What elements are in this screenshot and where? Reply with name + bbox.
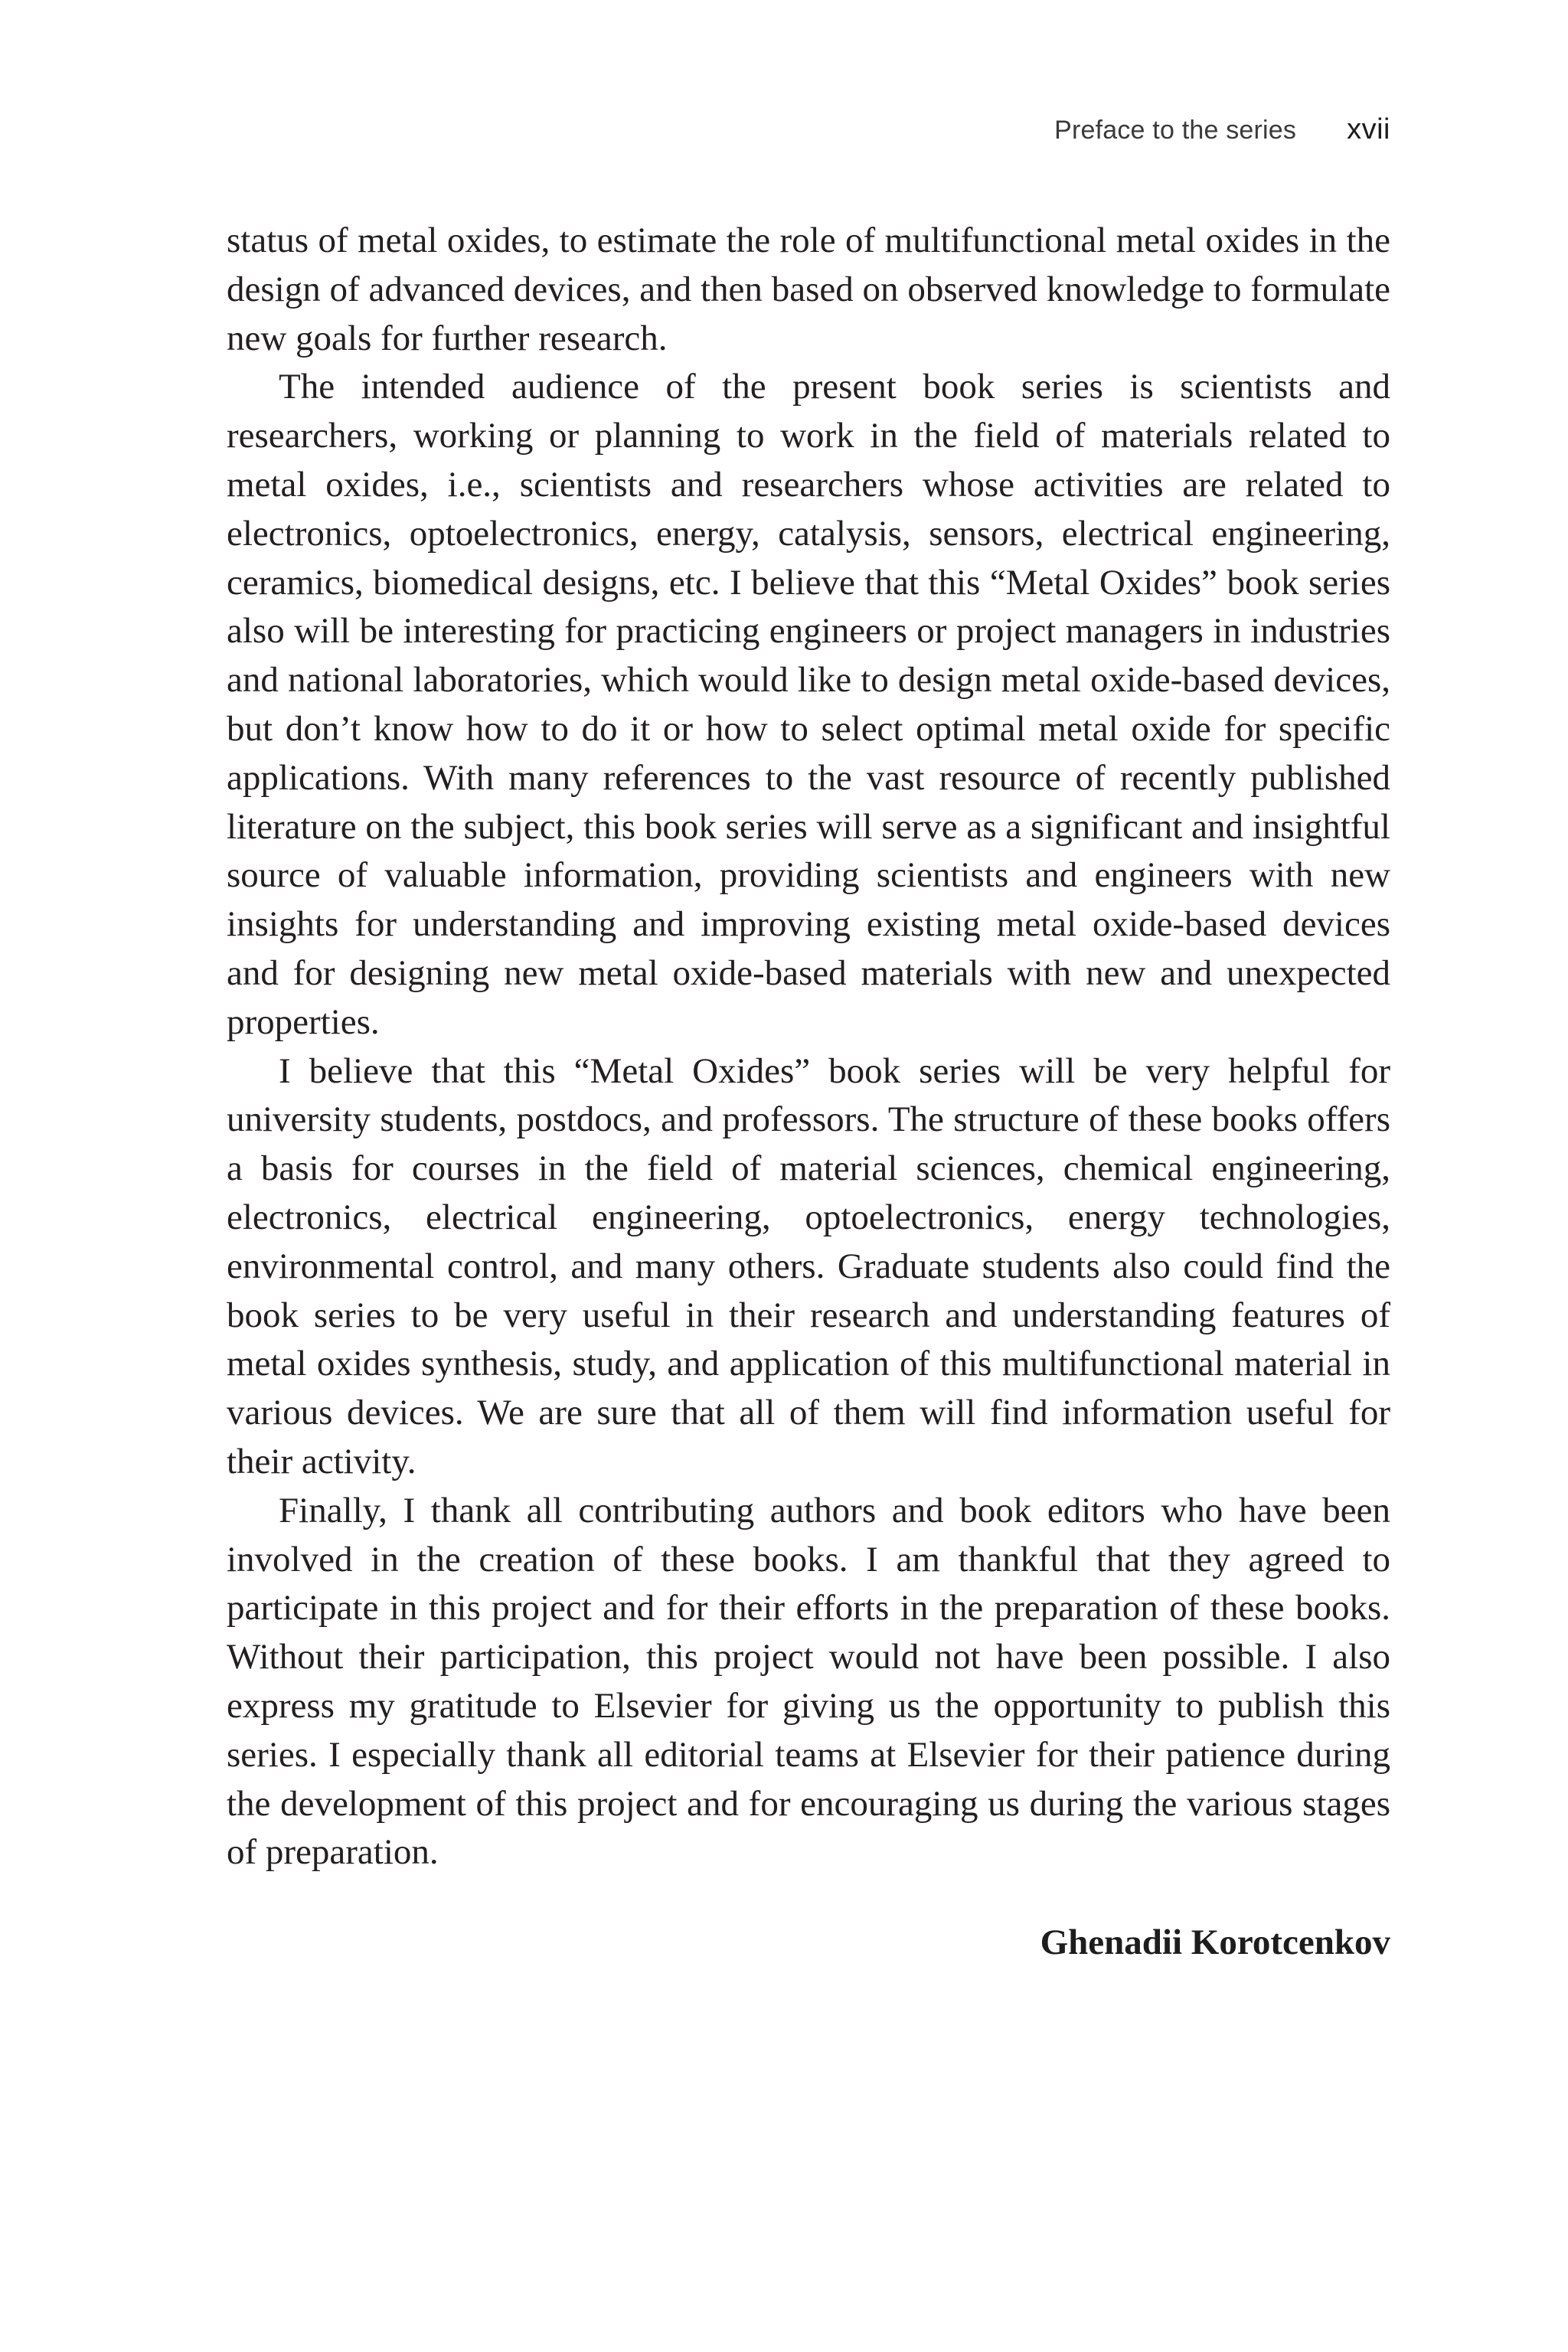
paragraph-continuation: status of metal oxides, to estimate the role of multifunctional metal oxides in the design of advanced devices, and then based on observed knowledge to formulate new goals for further research. [227,220,1390,358]
paragraph-students: I believe that this “Metal Oxides” book series will be very helpful for university students, postdocs, and professors. The structure of these books offers a basis for courses in the field of material sciences, chemical engineering, electronics, electrical engineering, optoelectronics, energy technologies, environmental control, and many others. Graduate students also could find the book series to be very useful in their research and understanding features of metal oxides synthesis, study, and application of this multifunctional material in various devices. We are sure that all of them will find information useful for their activity. [227,1050,1390,1481]
paragraph-acknowledgements: Finally, I thank all contributing authors and book editors who have been involved in the creation of these books. I am thankful that they agreed to participate in this project and for their efforts in the preparation of these books. Without their participation, this project would not have been possible. I also express my gratitude to Elsevier for giving us the opportunity to publish this series. I especially thank all editorial teams at Elsevier for their patience during the development of this project and for encouraging us during the various stages of preparation. [227,1490,1390,1873]
page-number: xvii [1347,113,1390,145]
body-text [227,217,1390,1877]
running-head [227,113,1390,159]
running-head-title: Preface to the series [1054,116,1297,145]
author-signature: Ghenadii Korotcenkov [1040,1922,1390,1962]
paragraph-audience: The intended audience of the present book series is scientists and researchers, working or planning to work in the field of materials related to metal oxides, i.e., scientists and researchers whose activities are related to electronics, optoelectronics, energy, catalysis, sensors, electrical engineering, ceramics, biomedical designs, etc. I believe that this “Metal Oxides” book series also will be interesting for practicing engineers or project managers in industries and national laboratories, which would like to design metal oxide-based devices, but don’t know how to do it or how to select optimal metal oxide for specific applications. With many references to the vast resource of recently published literature on the subject, this book series will serve as a significant and insightful source of valuable information, providing scientists and engineers with new insights for understanding and improving existing metal oxide-based devices and for designing new metal oxide-based materials with new and unexpected properties. [227,367,1390,1042]
